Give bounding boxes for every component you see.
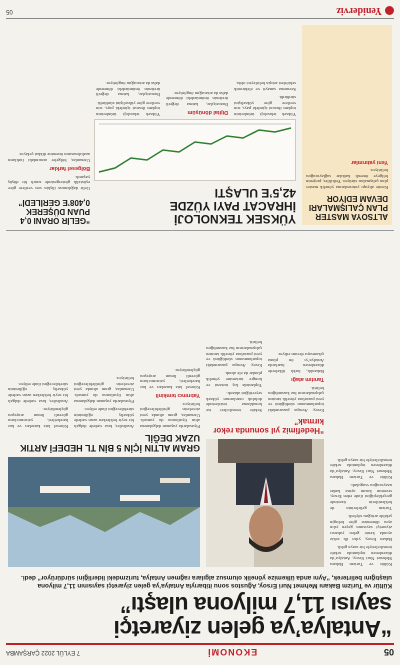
paragraph: Küresel faiz kararları ve kur hareketleri, yatırımcıların güvenli liman arayışını güçlendiriyor. xyxy=(140,368,200,390)
box-text xyxy=(302,40,392,190)
side-headline: “GELİR ORANI 0,4 PUAN DÜŞEREK 0,408’E GERİLEDİ” xyxy=(18,198,90,225)
paragraph: Kentte altyapı yatırımlarına yönelik master plan çalışmaları sürüyor. Yetkililer, projenin bölgeye önemli katkılar sağlayacağını belirtiyor. xyxy=(306,168,388,190)
issue-date: 7 EYLÜL 2022 ÇARŞAMBA xyxy=(6,649,81,655)
middle-column-b xyxy=(206,237,262,413)
highlight-box xyxy=(302,25,392,225)
side-column xyxy=(8,25,90,191)
paragraph: Küresel faiz kararları ve kur hareketleri, yatırımcıların güvenli liman arayışını güçlendiriyor. xyxy=(8,407,68,429)
paragraph: Analistler, kısa vadede dalgalı bir seyir beklerken uzun vadede yükseliş eğiliminin sürebileceğini ifade ediyor. xyxy=(8,381,68,404)
subheading: Yatırımcı temkinli xyxy=(155,392,200,399)
paragraph: Sektör temsilcileri ise konaklama tesislerinde doluluk oranlarının yüksek seyrettiğini aktardı. xyxy=(206,391,262,413)
paragraph: Bakan Ersoy, yılın ilk sekiz ayında kente gelen yabancı ziyaretçi sayısının geçen yılın aynı dönemine göre belirgin şekilde arttığını söyledi. xyxy=(330,514,392,542)
lower-column-a xyxy=(234,25,296,117)
section-name: EKONOMİ xyxy=(207,647,258,657)
logo-icon xyxy=(385,7,394,16)
lower-headline-line-1: YÜKSEK TEKNOLOJİ xyxy=(173,212,296,226)
headline-line-1: “Antalya’ya gelen ziyaretçi xyxy=(114,616,392,642)
trend-graphic xyxy=(94,119,296,181)
paragraph: Yüksek teknoloji ürünlerinin toplam ihracat içindeki payı, son verilere göre yükselişini sürdürdü. xyxy=(234,95,296,117)
paragraph: İhracatçılar, katma değerli üretimin önümüzdeki dönemde daha da artacağını öngörüyor. xyxy=(166,90,228,107)
page-header xyxy=(6,643,394,659)
page-footer xyxy=(6,4,394,19)
brand-name: Yeniderviz xyxy=(336,5,382,17)
paragraph: Piyasalarda yaşanan dalgalanma altın fiyatlarına da yansıdı. Uzmanlar, gram altında yeni zirvelerin görülebileceğini belirtiyor. xyxy=(74,376,134,404)
paragraph: Uzmanlar, bölgeler arasındaki farkların azaltılmasının önemine dikkat çekiyor. xyxy=(8,152,90,164)
paragraph: Ersoy, Avrupa pazarındaki toparlanmanın sürdüğünü ve yeni pazarlara yönelik tanıtım çalışmalarının hız kazandığını belirtti. xyxy=(268,385,324,413)
left-column xyxy=(330,237,392,567)
lower-headline-line-3: 42,5’E ULAŞTI xyxy=(214,186,296,200)
paragraph: Turizm gelirlerinin de beklentilerin üzerinde gerçekleştiğini ifade eden Ersoy, sezonun kasım ayına kadar uzayacağını vurguladı. xyxy=(330,483,392,511)
paragraph: Bakanlık, farklı ülkelerde düzenlenen fuarlarda Antalya’yı ön plana çıkarmaya devam ediyor. xyxy=(268,352,324,374)
paragraph: Kültür ve Turizm Bakanı Mehmet Nuri Ersoy, Antalya’da düzenlenen toplantıda sektör temsilcileriyle bir araya geldi. xyxy=(330,545,392,567)
page-number: 05 xyxy=(383,647,394,657)
pull-quote: “Hedefimiz yıl sonunda rekor kırmak” xyxy=(213,417,324,435)
subheading: Tanıtım atağı xyxy=(291,376,324,383)
paragraph: Piyasalarda yaşanan dalgalanma altın fiyatlarına da yansıdı. Uzmanlar, gram altında yeni zirvelerin görülebileceğini belirtiyor. xyxy=(140,401,200,429)
footer-page-label: 05 xyxy=(6,8,13,14)
lower-column-c xyxy=(96,25,160,117)
paragraph: Yüksek teknoloji ürünlerinin toplam ihracat içindeki payı, son verilere göre yükselişini sürdürdü. xyxy=(96,100,160,117)
section-divider xyxy=(6,230,394,231)
paragraph: Ersoy, Avrupa pazarındaki toparlanmanın sürdüğünü ve yeni pazarlara yönelik tanıtım çalışmalarının hız kazandığını belirtti. xyxy=(206,340,262,368)
paragraph: Kültür ve Turizm Bakanı Mehmet Nuri Ersoy, Antalya’da düzenlenen toplantıda sektör temsilcileriyle bir araya geldi. xyxy=(330,457,392,480)
lower-column-b xyxy=(166,25,228,117)
headline-line-2: sayısı 11,7 milyona ulaştı” xyxy=(120,592,392,618)
box-headline: ALTSOYA MASTER PLAN ÇALIŞMALARI DEVAM EDİYOR xyxy=(308,194,388,221)
main-headline xyxy=(8,593,392,641)
newspaper-logo xyxy=(336,6,394,17)
paragraph: Gelir dağılımına ilişkin son verilere göre eşitsizlik göstergesinde sınırlı bir düşüş yaşandı. xyxy=(8,174,90,191)
lower-headline-line-2: İHRACAT PAYI YÜZDE xyxy=(169,199,296,213)
harbor-photo xyxy=(8,457,200,567)
right-column-b xyxy=(74,237,134,429)
paragraph: Analistler, kısa vadede dalgalı bir seyir beklerken uzun vadede yükseliş eğiliminin sürebileceğini ifade ediyor. xyxy=(74,407,134,429)
paragraph: Savunma sanayii ve elektronik sektörleri artışta belirleyici oldu. xyxy=(234,81,296,92)
speaker-photo xyxy=(206,439,324,567)
subheading: Yeni yatırımlar xyxy=(351,158,388,165)
middle-column-a xyxy=(268,237,324,413)
subheading: Dijital dönüşüm xyxy=(187,109,228,115)
right-column-c xyxy=(8,237,68,429)
lower-headline xyxy=(96,186,296,225)
paragraph: Toplantıda kış turizmi ve kongre turizmine yönelik planlar da ele alındı. xyxy=(206,371,262,388)
subheading: Bölgesel farklar xyxy=(49,165,90,172)
secondary-headline: GRAM ALTIN İÇİN 5 BİN TL HEDEFİ ARTIK UZAK DEĞİL xyxy=(20,433,200,453)
right-column-a xyxy=(140,237,200,429)
paragraph: İhracatçılar, katma değerli üretimin önümüzdeki dönemde daha da artacağını öngörüyor. xyxy=(96,81,160,98)
headline-deck: Kültür ve Turizm Bakanı Mehmet Nuri Ersoy, Ağustos sonu itibarıyla Antalya’ya gelen ziyaretçi sayısının 11,7 milyona ulaştığını belirterek, “Aynı anda ülkemize yönelik olumsuz algılara rağmen Antalya, turizmdeki liderliğini sürdürüyor” dedi. xyxy=(21,574,392,589)
